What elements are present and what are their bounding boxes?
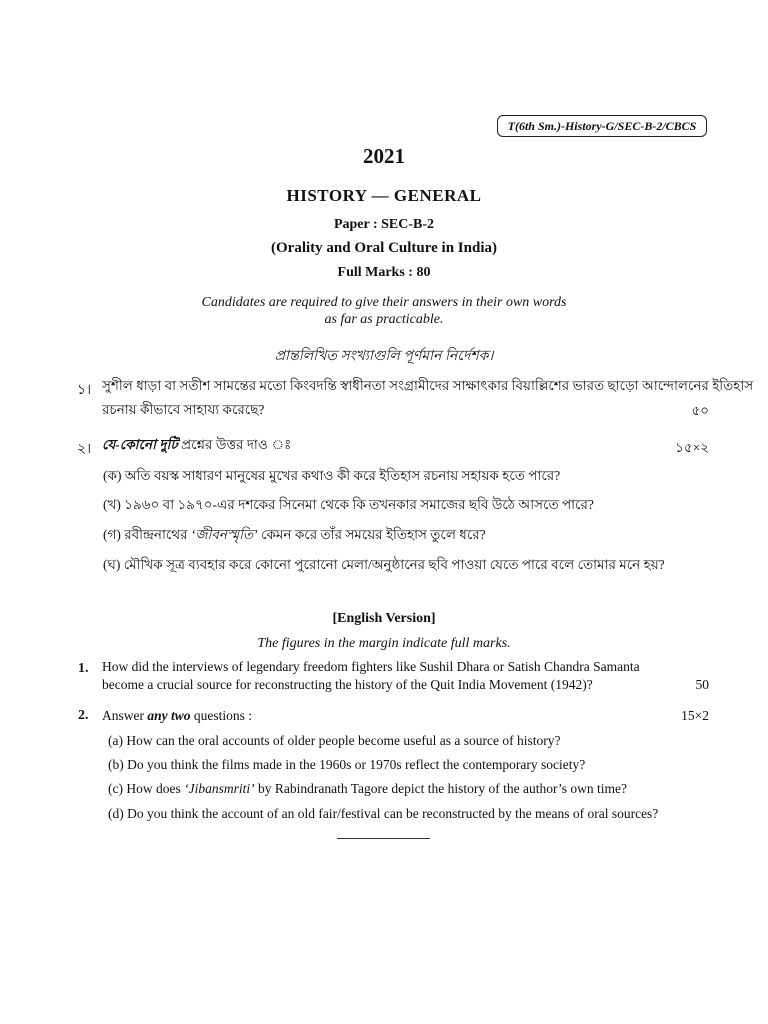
en-question-2-instruction bbox=[102, 704, 252, 728]
bn-question-2c-post: কেমন করে তাঁর সময়ের ইতিহাস তুলে ধরে? bbox=[257, 527, 486, 542]
en-question-2c-pre: (c) How does bbox=[108, 781, 185, 796]
en-question-2a: (a) How can the oral accounts of older people become useful as a source of history? bbox=[108, 733, 561, 748]
bn-question-1-marks: ৫০ bbox=[691, 403, 709, 418]
paper-label: Paper : SEC-B-2 bbox=[333, 217, 435, 232]
en-question-1-line-2: become a crucial source for reconstructing the history of the Quit India Movement (1942)? bbox=[102, 677, 593, 692]
en-question-2-marks: 15×2 bbox=[681, 708, 709, 723]
english-marks-note: The figures in the margin indicate full marks. bbox=[257, 636, 511, 651]
bn-question-2-emphasis: যে-কোনো দুটি bbox=[102, 437, 178, 452]
paper-code-box bbox=[497, 115, 707, 137]
bn-question-2-rest: প্রশ্নের উত্তর দাও ঃ bbox=[177, 437, 292, 452]
bn-question-1 bbox=[102, 374, 754, 422]
en-question-2c-title: ‘Jibansmriti’ bbox=[184, 781, 255, 796]
en-question-2-number: 2. bbox=[78, 708, 89, 723]
en-question-2c bbox=[108, 781, 627, 797]
instruction-line-2: as far as practicable. bbox=[324, 312, 444, 327]
bn-question-1-line-2: রচনায় কীভাবে সাহায্য করেছে? bbox=[102, 402, 265, 417]
en-question-2d: (d) Do you think the account of an old fair/festival can be reconstructed by the means of oral sources? bbox=[108, 806, 659, 821]
english-version-heading: [English Version] bbox=[332, 611, 436, 626]
bn-question-1-line-1: সুশীল ধাড়া বা সতীশ সামন্তের মতো কিংবদন্তি স্বাধীনতা সংগ্রামীদের সাক্ষাৎকার বিয়াল্লিশের ভারত ছাড়ো আন্দোলনের ইতিহাস bbox=[102, 378, 754, 393]
bn-question-2d: (ঘ) মৌখিক সূত্র ব্যবহার করে কোনো পুরোনো মেলা/অনুষ্ঠানের ছবি পাওয়া যেতে পারে বলে তোমার মনে হয়? bbox=[103, 557, 665, 572]
instructions bbox=[0, 294, 768, 328]
paper-code: T(6th Sm.)-History-G/SEC-B-2/CBCS bbox=[507, 118, 697, 133]
bn-question-2c-title: ‘জীবনস্মৃতি’ bbox=[190, 527, 258, 542]
exam-year: 2021 bbox=[363, 144, 405, 168]
full-marks: Full Marks : 80 bbox=[337, 265, 431, 280]
bn-question-2b: (খ) ১৯৬০ বা ১৯৭০-এর দশকের সিনেমা থেকে কি তখনকার সমাজের ছবি উঠে আসতে পারে? bbox=[103, 497, 594, 512]
bn-question-2-number: ২। bbox=[77, 442, 92, 457]
bn-question-2a: (ক) অতি বয়স্ক সাধারণ মানুষের মুখের কথাও কী করে ইতিহাস রচনায় সহায়ক হতে পারে? bbox=[103, 468, 561, 483]
en-question-2-lead: Answer bbox=[102, 708, 148, 723]
bn-question-2-marks: ১৫×২ bbox=[675, 440, 709, 455]
en-question-1-marks: 50 bbox=[695, 677, 709, 692]
en-question-2-emphasis: any two bbox=[147, 708, 191, 723]
bn-question-2c-pre: (গ) রবীন্দ্রনাথের bbox=[103, 527, 191, 542]
en-question-2b: (b) Do you think the films made in the 1960s or 1970s reflect the contemporary society? bbox=[108, 757, 586, 772]
bn-question-1-number: ১। bbox=[77, 383, 92, 398]
bn-question-2c bbox=[103, 524, 486, 547]
instruction-line-1: Candidates are required to give their answers in their own words bbox=[201, 295, 567, 310]
en-question-2c-post: by Rabindranath Tagore depict the history of the author’s own time? bbox=[254, 781, 627, 796]
bengali-marks-note: প্রান্তলিখিত সংখ্যাগুলি পূর্ণমান নির্দেশক। bbox=[274, 349, 494, 364]
en-question-1-line-1: How did the interviews of legendary freedom fighters like Sushil Dhara or Satish Chandra Samanta bbox=[102, 659, 640, 674]
course-title: (Orality and Oral Culture in India) bbox=[271, 240, 497, 256]
en-question-1 bbox=[102, 658, 640, 694]
end-divider bbox=[337, 838, 430, 839]
bn-question-2-instruction bbox=[102, 433, 291, 457]
en-question-1-number: 1. bbox=[78, 661, 89, 676]
subject-title: HISTORY — GENERAL bbox=[286, 186, 482, 205]
en-question-2-rest: questions : bbox=[190, 708, 253, 723]
